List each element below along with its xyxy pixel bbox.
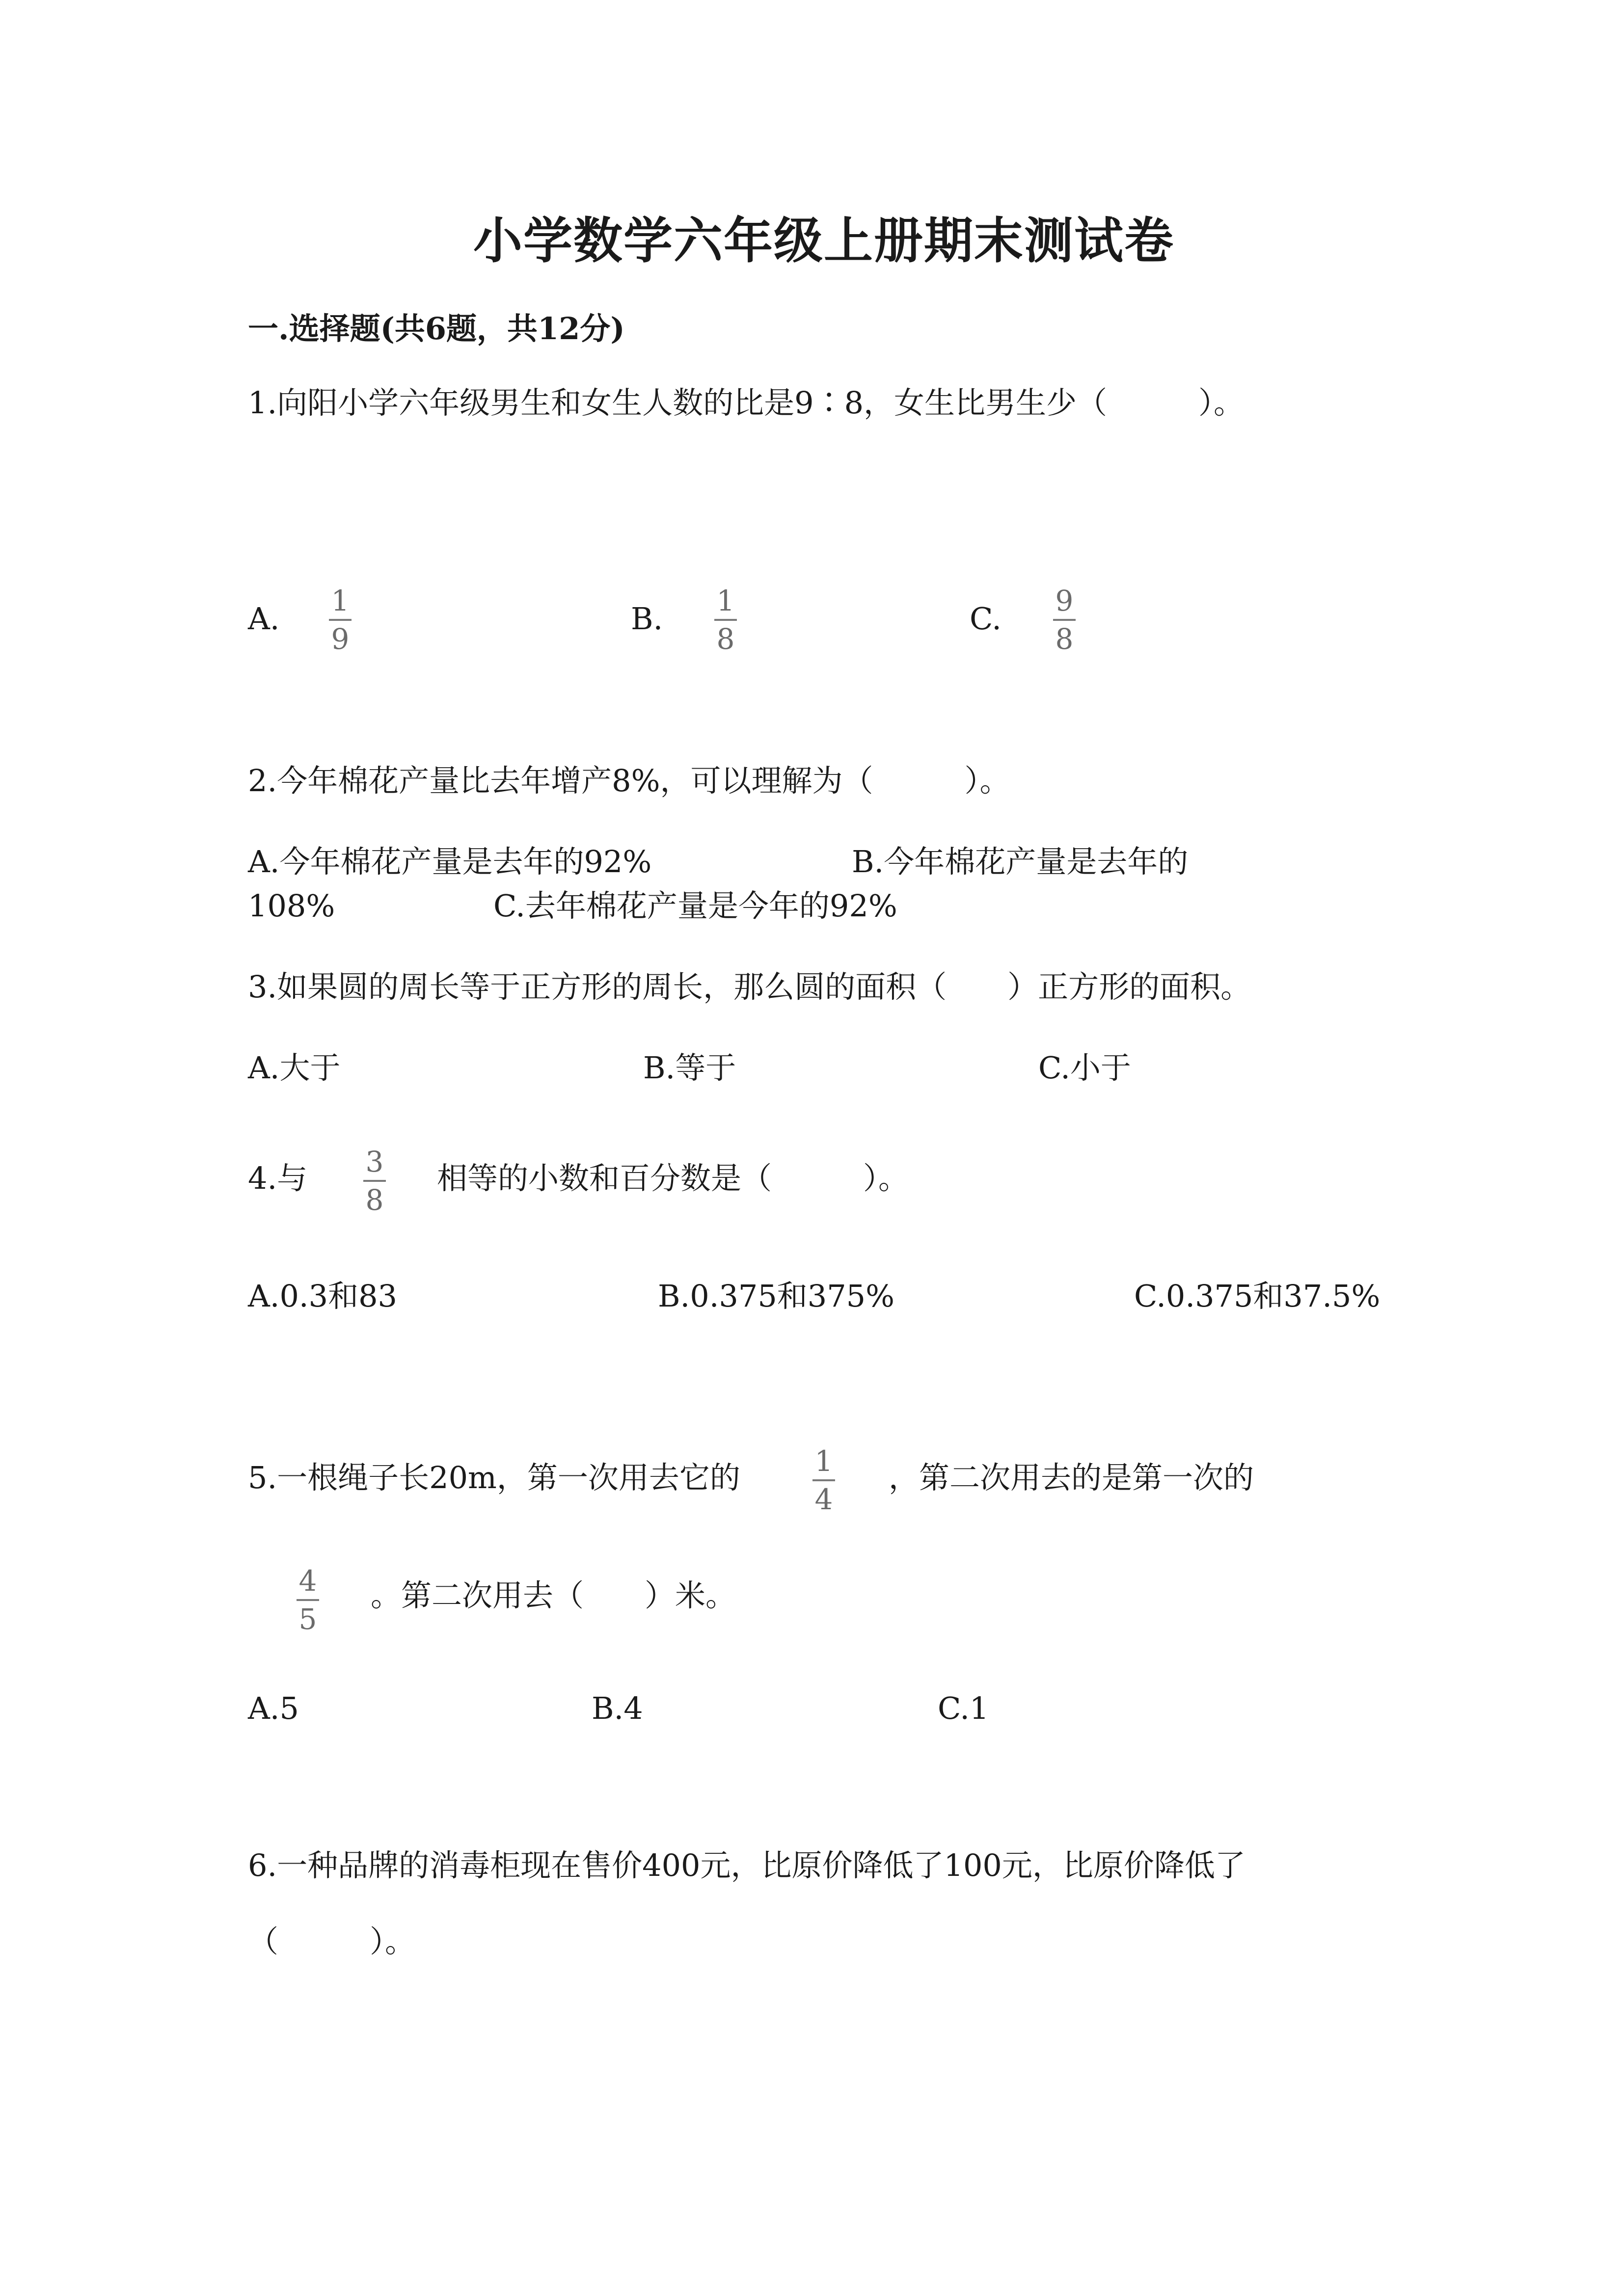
question-3-option-b: B.等于 (643, 1050, 736, 1086)
question-3-stem: 3.如果圆的周长等于正方形的周长，那么圆的面积（ ）正方形的面积。 (248, 969, 1251, 1005)
question-5-fraction-1 (812, 1444, 835, 1516)
question-1-option-c-fraction (1053, 584, 1076, 656)
question-5-option-a: A.5 (248, 1690, 299, 1726)
question-5-stem-suffix: 。第二次用去（ ）米。 (371, 1577, 736, 1613)
question-1-stem: 1.向阳小学六年级男生和女生人数的比是9∶8，女生比男生少（ ）。 (248, 385, 1245, 421)
question-1-option-a-fraction (329, 584, 352, 656)
fraction-denominator: 8 (1055, 622, 1074, 656)
question-1-option-c-label: C. (970, 601, 1001, 637)
fraction-denominator: 8 (365, 1183, 384, 1217)
fraction-bar (812, 1479, 835, 1481)
fraction-bar (297, 1599, 319, 1601)
fraction-numerator: 9 (1055, 584, 1074, 617)
question-2-option-a: A.今年棉花产量是去年的92% (248, 844, 652, 880)
question-1-option-a-label: A. (248, 601, 280, 637)
question-5-option-c: C.1 (938, 1690, 989, 1726)
question-4-stem-prefix: 4.与 (248, 1160, 308, 1196)
question-4-stem-suffix: 相等的小数和百分数是（ ）。 (437, 1160, 909, 1196)
question-5-fraction-2 (297, 1564, 319, 1636)
fraction-bar (714, 619, 737, 621)
question-6-stem: 6.一种品牌的消毒柜现在售价400元，比原价降低了100元，比原价降低了 (248, 1847, 1245, 1883)
fraction-bar (363, 1180, 386, 1182)
question-4-option-c: C.0.375和37.5% (1134, 1278, 1380, 1314)
section-heading: 一.选择题(共6题，共12分) (248, 311, 625, 347)
question-4-option-a: A.0.3和83 (248, 1278, 397, 1314)
question-5-stem-prefix: 5.一根绳子长20m，第一次用去它的 (248, 1460, 740, 1495)
question-4-fraction (363, 1145, 386, 1217)
question-5-stem-mid: ，第二次用去的是第一次的 (889, 1460, 1254, 1495)
question-2-stem: 2.今年棉花产量比去年增产8%，可以理解为（ ）。 (248, 763, 1010, 799)
question-1-option-b-fraction (714, 584, 737, 656)
fraction-numerator: 3 (365, 1145, 384, 1178)
question-3-option-c: C.小于 (1038, 1050, 1131, 1086)
fraction-denominator: 5 (298, 1602, 317, 1636)
fraction-denominator: 9 (331, 622, 350, 656)
fraction-numerator: 1 (331, 584, 350, 617)
question-2-option-c: C.去年棉花产量是今年的92% (493, 888, 897, 924)
fraction-numerator: 1 (716, 584, 735, 617)
fraction-bar (1053, 619, 1076, 621)
question-4-option-b: B.0.375和375% (658, 1278, 895, 1314)
fraction-denominator: 8 (716, 622, 735, 656)
fraction-numerator: 4 (298, 1564, 317, 1598)
question-2-option-b-continued: 108% (248, 888, 335, 924)
question-1-option-b-label: B. (631, 601, 663, 637)
fraction-numerator: 1 (814, 1444, 833, 1478)
question-3-option-a: A.大于 (248, 1050, 341, 1086)
page-title: 小学数学六年级上册期末测试卷 (473, 212, 1174, 269)
fraction-bar (329, 619, 352, 621)
question-5-option-b: B.4 (592, 1690, 643, 1726)
fraction-denominator: 4 (814, 1483, 833, 1516)
question-2-option-b: B.今年棉花产量是去年的 (852, 844, 1189, 880)
question-6-stem-line-2: （ ）。 (248, 1923, 416, 1959)
